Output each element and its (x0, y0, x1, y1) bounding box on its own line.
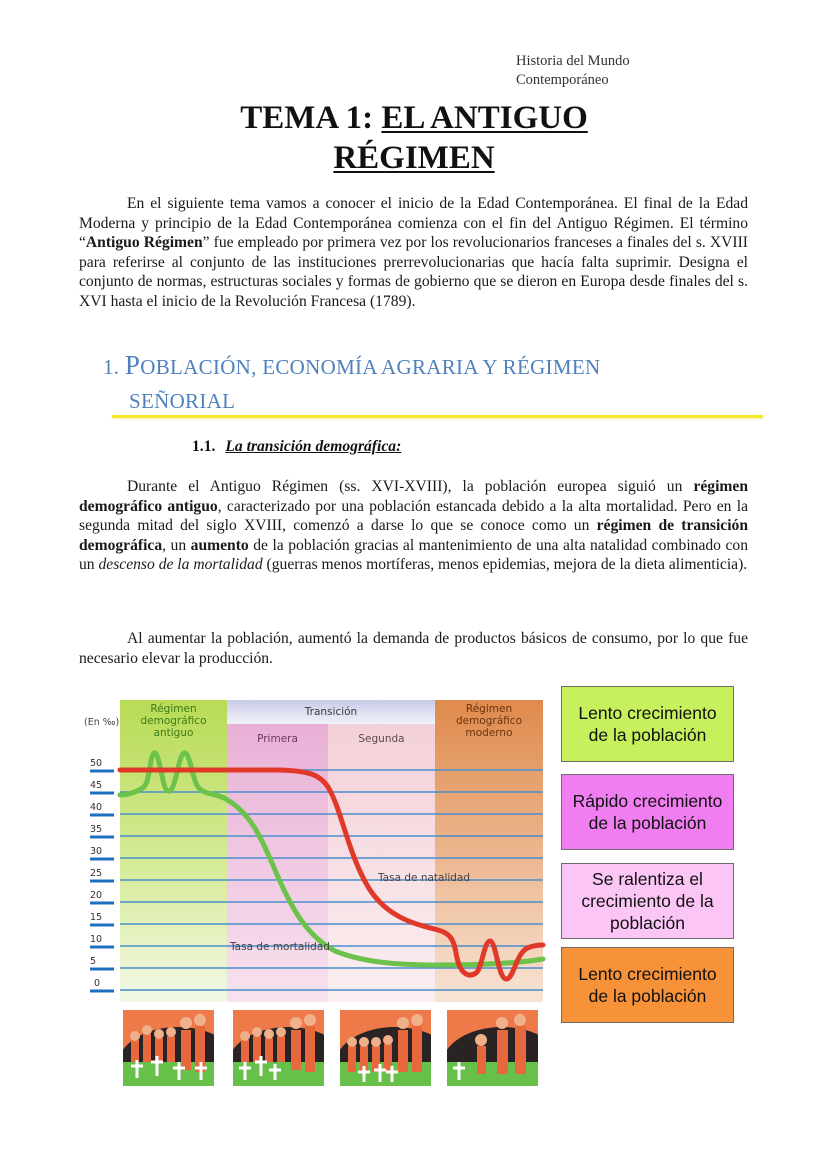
production-paragraph: Al aumentar la población, aumentó la demanda de productos básicos de consumo, por lo que fue necesario elevar la producción. (79, 630, 748, 667)
y-tick-40: 40 (90, 802, 103, 813)
y-tick-30: 30 (90, 846, 103, 857)
page-title (0, 98, 828, 178)
column-label-primera: Primera (257, 733, 298, 745)
natality-label: Tasa de natalidad (378, 872, 471, 884)
phase-antiguo-bg (120, 700, 227, 1002)
mortality-label: Tasa de mortalidad (230, 941, 330, 953)
course-name-line2: Contemporáneo (516, 72, 609, 88)
family-illustration-segunda (340, 1010, 431, 1086)
title-underlined-line2: RÉGIMEN (333, 140, 495, 176)
course-header-note (516, 52, 630, 90)
title-underlined-line1: EL ANTIGUO (381, 100, 588, 136)
column-label-transicion: Transición (304, 706, 358, 718)
section-number: 1. (103, 355, 120, 379)
column-label-antiguo: Régimen demográfico antiguo (140, 703, 207, 739)
phase-box-antiguo: Lento crecimiento de la población (561, 686, 734, 762)
section-divider (112, 415, 763, 418)
section-heading-line2: SEÑORIAL (129, 389, 236, 413)
intro-paragraph: En el siguiente tema vamos a conocer el inicio de la Edad Contemporánea. El final de la Edad Moderna y principio de la Edad Contemporánea comienza con el fin del Antiguo Régimen. El término “Antiguo Régimen” fue empleado por primera vez por los revolucionarios franceses a finales del s. XVIII para referirse al conjunto de las instituciones prerrevolucionarias que hacía falta suprimir. Designa el conjunto de normas, estructuras sociales y formas de gobierno que se dieron en Europa desde finales del s. XVI hasta el inicio de la Revolución Francesa (1789). (79, 195, 749, 310)
y-tick-0: 0 (94, 978, 101, 989)
phase-moderno-bg (435, 700, 543, 1002)
family-illustration-antiguo (123, 1010, 214, 1086)
column-label-segunda: Segunda (358, 733, 405, 745)
family-illustration-moderno (447, 1010, 538, 1086)
y-tick-15: 15 (90, 912, 103, 923)
demographic-paragraph: Durante el Antiguo Régimen (ss. XVI-XVIII), la población europea siguió un régimen demográfico antiguo, caracterizado por una población estancada debido a la alta mortalidad. Pero en la segunda mitad del siglo XVIII, comenzó a darse lo que se conoce como un régimen de transición demográfica, un aumento de la población gracias al mantenimiento de una alta natalidad combinado con un descenso de la mortalidad (guerras menos mortíferas, menos epidemias, mejora de la dieta alimenticia). (79, 478, 749, 574)
column-label-moderno: Régimen demográfico moderno (455, 703, 522, 739)
phase-box-moderno: Lento crecimiento de la población (561, 947, 734, 1023)
y-tick-45: 45 (90, 780, 103, 791)
subsection-heading: 1.1. La transición demográfica: (192, 438, 402, 455)
phase-box-segunda: Se ralentiza el crecimiento de la población (561, 863, 734, 939)
course-name-line1: Historia del Mundo (516, 53, 630, 69)
section-heading: 1. POBLACIÓN, ECONOMÍA AGRARIA Y RÉGIMEN SEÑORIAL (103, 348, 763, 418)
family-illustration-primera (233, 1010, 324, 1086)
y-axis-unit-label: (En ‰) (84, 717, 120, 728)
y-tick-20: 20 (90, 890, 103, 901)
phase-primera-bg (227, 724, 328, 1002)
y-tick-5: 5 (90, 956, 97, 967)
subsection-title: La transición demográfica (225, 438, 397, 455)
demographic-transition-chart (80, 695, 550, 1005)
y-tick-50: 50 (90, 758, 103, 769)
y-tick-25: 25 (90, 868, 103, 879)
y-tick-35: 35 (90, 824, 103, 835)
subsection-number: 1.1. (192, 438, 216, 455)
title-prefix: TEMA 1: (240, 100, 382, 136)
phase-box-primera: Rápido crecimiento de la población (561, 774, 734, 850)
bold-term-antiguo-regimen: Antiguo Régimen (85, 234, 203, 252)
y-tick-10: 10 (90, 934, 103, 945)
